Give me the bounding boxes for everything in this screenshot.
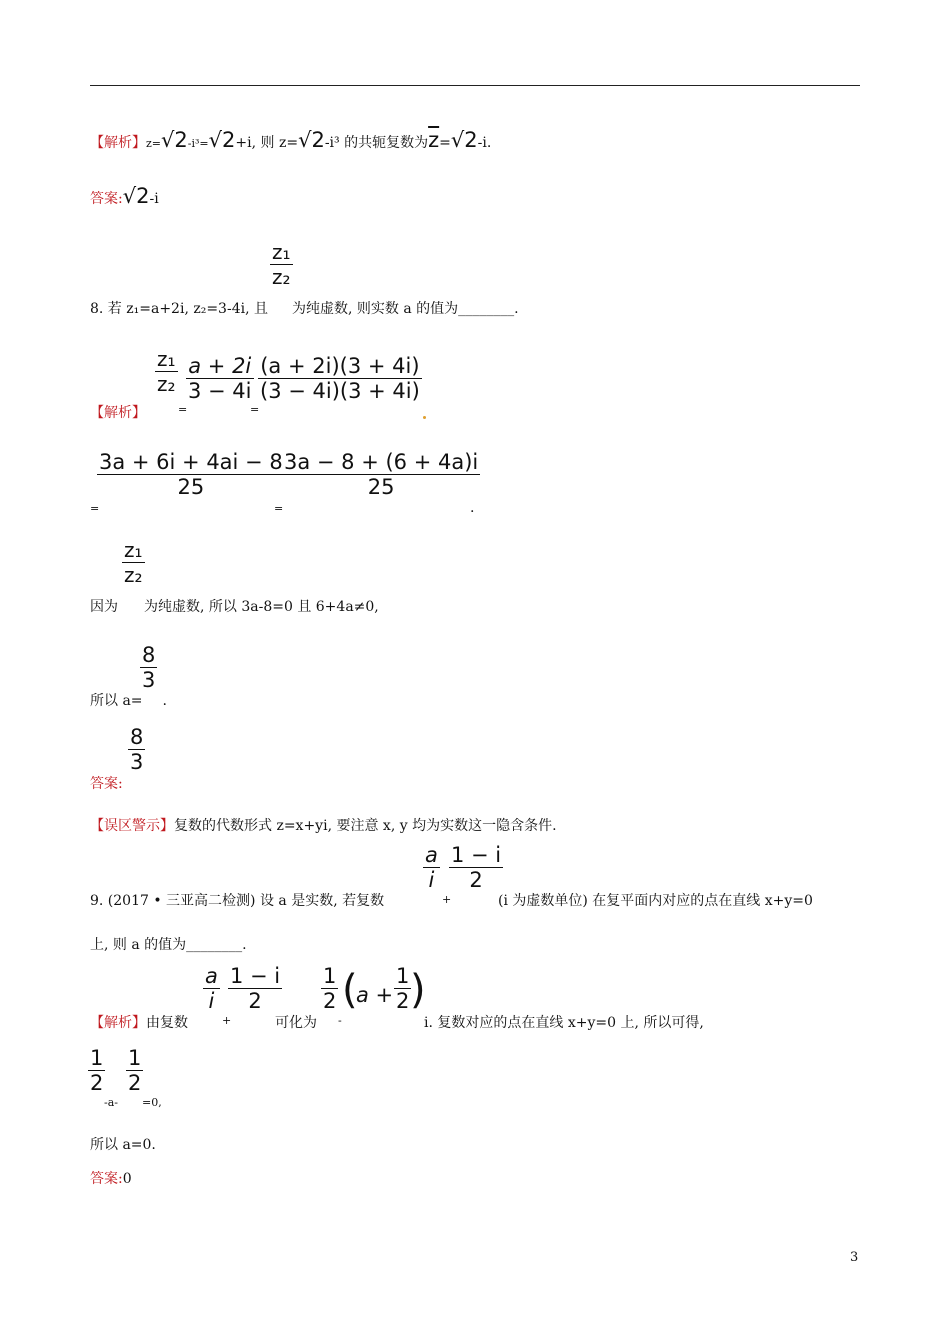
answer-tag: 答案: bbox=[90, 191, 123, 207]
question-9: 9. (2017 • 三亚高二检测) 设 a 是实数, 若复数 bbox=[90, 893, 385, 909]
s8-value-fraction: 8 3 bbox=[142, 643, 156, 692]
analysis-tag: 【解析】 bbox=[90, 135, 146, 151]
s9-fraction-3: 1 2 bbox=[323, 964, 337, 1013]
page-number: 3 bbox=[850, 1250, 859, 1265]
s8-because-fraction: z₁ z₂ bbox=[124, 538, 143, 587]
warning: 【误区警示】复数的代数形式 z=x+yi, 要注意 x, y 均为实数这一隐含条件. bbox=[90, 818, 557, 834]
s9-eq-fraction-2: 1 2 bbox=[128, 1046, 142, 1095]
s8-z-fraction: z₁ z₂ bbox=[157, 347, 176, 396]
q9-fraction-2: 1 − i 2 bbox=[451, 843, 502, 892]
answer-9: 答案:0 bbox=[90, 1171, 132, 1187]
q9-fraction-1: a i bbox=[425, 843, 438, 892]
s9-fraction-2: 1 − i 2 bbox=[230, 964, 281, 1013]
left-paren: ( bbox=[342, 967, 358, 1013]
answer-8-fraction: 8 3 bbox=[130, 725, 144, 774]
answer-7: 答案:√2-i bbox=[90, 184, 159, 208]
s8-fraction-1: a + 2i 3 − 4i bbox=[188, 354, 252, 403]
s8-fraction-3: 3a + 6i + 4ai − 8 25 bbox=[99, 450, 283, 499]
question-9-line2: 上, 则 a 的值为________. bbox=[90, 937, 247, 953]
z-conjugate: $\overline{z}$ bbox=[428, 128, 440, 152]
s9-fraction-4: 1 2 bbox=[396, 964, 410, 1013]
s8-analysis-tag: 【解析】 bbox=[90, 405, 146, 421]
s8-result: 所以 a= . bbox=[90, 693, 167, 709]
s8-because: 因为 为纯虚数, 所以 3a-8=0 且 6+4a≠0, bbox=[90, 599, 379, 615]
s9-fraction-1: a i bbox=[205, 964, 218, 1013]
s9-eq-fraction-1: 1 2 bbox=[90, 1046, 104, 1095]
analysis-7: 【解析】z=√2-i³=√2+i, 则 z=√2-i³ 的共轭复数为$\overline{z}=√2-i$. bbox=[90, 128, 492, 152]
s8-fraction-2: (a + 2i)(3 + 4i) (3 − 4i)(3 + 4i) bbox=[260, 354, 420, 403]
s8-fraction-4: 3a − 8 + (6 + 4a)i 25 bbox=[284, 450, 479, 499]
s9-result: 所以 a=0. bbox=[90, 1137, 156, 1153]
right-paren: ) bbox=[410, 967, 426, 1013]
s9-analysis: 【解析】由复数 bbox=[90, 1015, 188, 1031]
answer-8: 答案: bbox=[90, 776, 123, 792]
warning-tag: 【误区警示】 bbox=[90, 818, 174, 834]
header-rule bbox=[90, 85, 860, 86]
question-8: 8. 若 z₁=a+2i, z₂=3-4i, 且 为纯虚数, 则实数 a 的值为________. bbox=[90, 301, 519, 317]
q8-fraction: z₁ z₂ bbox=[272, 240, 291, 289]
